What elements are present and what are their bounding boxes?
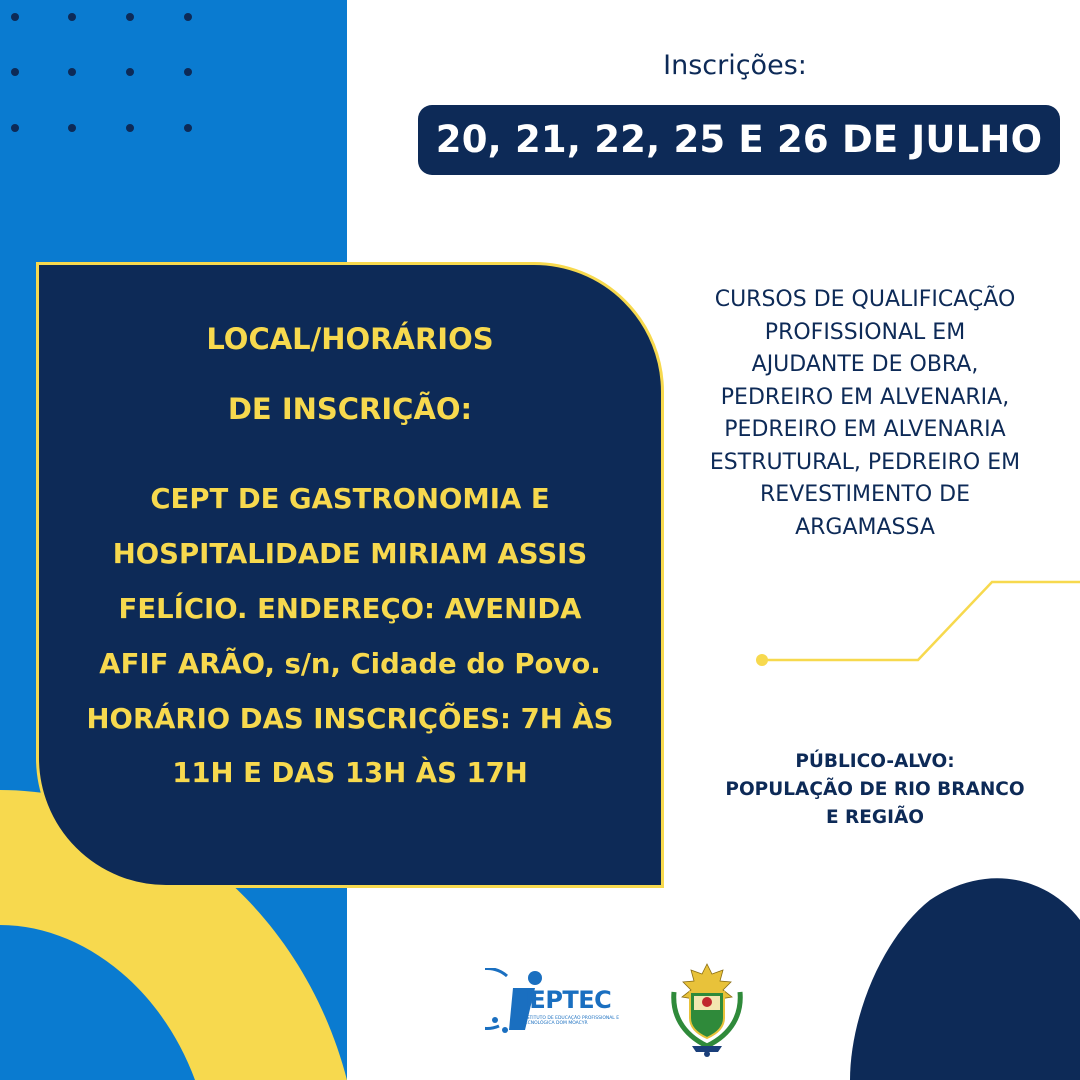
card-hours-line: HORÁRIO DAS INSCRIÇÕES: 7H ÀS [86, 703, 614, 735]
card-address-line: AFIF ARÃO, s/n, Cidade do Povo. [99, 648, 601, 680]
ieptec-logo-name: IEPTEC [521, 986, 612, 1014]
audience-line: E REGIÃO [825, 807, 925, 828]
card-address-line: HOSPITALIDADE MIRIAM ASSIS [112, 538, 588, 570]
courses-line: AJUDANTE DE OBRA, [751, 352, 979, 377]
card-hours-line: 11H E DAS 13H ÀS 17H [172, 757, 528, 789]
card-title-line2: DE INSCRIÇÃO: [227, 392, 473, 426]
card-address-line: CEPT DE GASTRONOMIA E [150, 483, 550, 515]
courses-line: ESTRUTURAL, PEDREIRO EM [709, 449, 1021, 475]
registration-dates-badge: 20, 21, 22, 25 E 26 DE JULHO [418, 105, 1060, 175]
ieptec-logo-tagline: INSTITUTO DE EDUCAÇÃO PROFISSIONAL E TECNOLÓGICA DOM MOACYR [522, 1016, 620, 1026]
audience-line: POPULAÇÃO DE RIO BRANCO [725, 779, 1025, 800]
card-title-line1: LOCAL/HORÁRIOS [206, 322, 494, 356]
acre-coat-of-arms-icon [668, 962, 746, 1058]
courses-line: REVESTIMENTO DE [760, 482, 970, 507]
registration-label: Inscrições: [663, 50, 807, 81]
courses-line: ARGAMASSA [795, 514, 935, 540]
courses-description [680, 284, 1050, 544]
audience-line: PÚBLICO-ALVO: [795, 751, 955, 772]
courses-line: CURSOS DE QUALIFICAÇÃO [714, 287, 1016, 312]
courses-line: PEDREIRO EM ALVENARIA [724, 417, 1006, 442]
target-audience [690, 748, 1060, 832]
courses-line: PEDREIRO EM ALVENARIA, [720, 384, 1010, 410]
courses-line: PROFISSIONAL EM [764, 319, 966, 345]
card-address-line: FELÍCIO. ENDEREÇO: AVENIDA [118, 593, 582, 625]
